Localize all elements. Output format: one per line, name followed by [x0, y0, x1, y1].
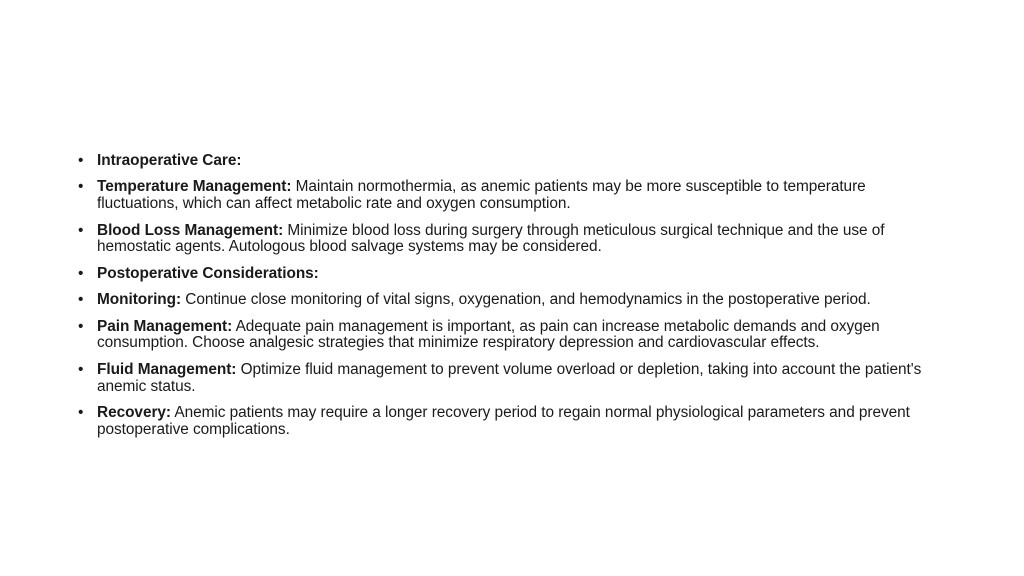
bullet-icon: •: [78, 291, 84, 309]
bullet-list: [76, 153, 948, 439]
item-text: Optimize fluid management to prevent volume overload or depletion, taking into account the patient's anemic status.: [97, 360, 922, 395]
item-label: Fluid Management:: [97, 360, 237, 378]
item-label: Blood Loss Management:: [97, 221, 284, 239]
bullet-icon: •: [78, 360, 84, 378]
item-text: Continue close monitoring of vital signs, oxygenation, and hemodynamics in the postoperative period.: [181, 291, 871, 309]
bullet-item-blood-loss-management: [76, 223, 948, 257]
bullet-item-pain-management: [76, 319, 948, 353]
item-label: Intraoperative Care:: [97, 152, 242, 169]
item-label: Recovery:: [97, 403, 171, 421]
bullet-icon: •: [78, 152, 84, 169]
bullet-item-temperature-management: [76, 179, 948, 213]
bullet-item-intraoperative-care: [76, 153, 948, 170]
bullet-item-monitoring: [76, 292, 948, 309]
item-text: Minimize blood loss during surgery through meticulous surgical technique and the use of hemostatic agents. Autologous blood salvage systems may be considered.: [97, 221, 885, 256]
bullet-item-postoperative-considerations: [76, 266, 948, 283]
bullet-item-recovery: [76, 405, 948, 439]
item-text: Adequate pain management is important, as pain can increase metabolic demands and oxygen consumption. Choose analgesic strategies that minimize respiratory depression and cardiovascular effects.: [97, 317, 880, 352]
bullet-item-fluid-management: [76, 362, 948, 396]
bullet-icon: •: [78, 403, 84, 421]
item-label: Postoperative Considerations:: [97, 264, 319, 282]
bullet-icon: •: [78, 264, 84, 282]
item-label: Temperature Management:: [97, 178, 292, 196]
bullet-icon: •: [78, 221, 84, 239]
item-label: Monitoring:: [97, 291, 182, 309]
bullet-icon: •: [78, 317, 84, 335]
item-text: Maintain normothermia, as anemic patients may be more susceptible to temperature fluctuations, which can affect metabolic rate and oxygen consumption.: [97, 178, 866, 213]
item-label: Pain Management:: [97, 317, 233, 335]
item-text: Anemic patients may require a longer recovery period to regain normal physiological parameters and prevent postoperative complications.: [97, 403, 910, 438]
bullet-icon: •: [78, 178, 84, 196]
